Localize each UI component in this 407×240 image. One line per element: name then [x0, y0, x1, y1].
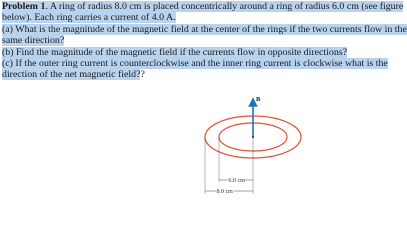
problem-heading: Problem 1: [2, 1, 46, 12]
outer-radius-label: 8.0 cm: [216, 189, 233, 195]
problem-statement-cont: below). Each ring carries a current of 4.0 A.: [2, 12, 176, 24]
question-a-text-cont: same direction?: [2, 35, 65, 47]
question-c-cont: direction of the net magnetic field??: [2, 69, 145, 81]
field-label-b: B: [256, 96, 261, 103]
problem-statement: . A ring of radius 8.0 cm is placed concentrically around a ring of radius 6.0 cm (see figure: [45, 1, 404, 12]
question-c-text: (c) If the outer ring current is counterclockwise and the inner ring current is clockwise what is the: [2, 58, 388, 70]
question-a-text: (a) What is the magnitude of the magnetic field at the center of the rings if the two currents flow in the: [2, 23, 407, 35]
inner-radius-label: 6.0 cm: [228, 178, 245, 184]
question-c-text-cont: direction of the net magnetic field?: [2, 69, 141, 81]
question-b-text: (b) Find the magnitude of the magnetic field if the currents flow in opposite directions?: [2, 46, 347, 58]
